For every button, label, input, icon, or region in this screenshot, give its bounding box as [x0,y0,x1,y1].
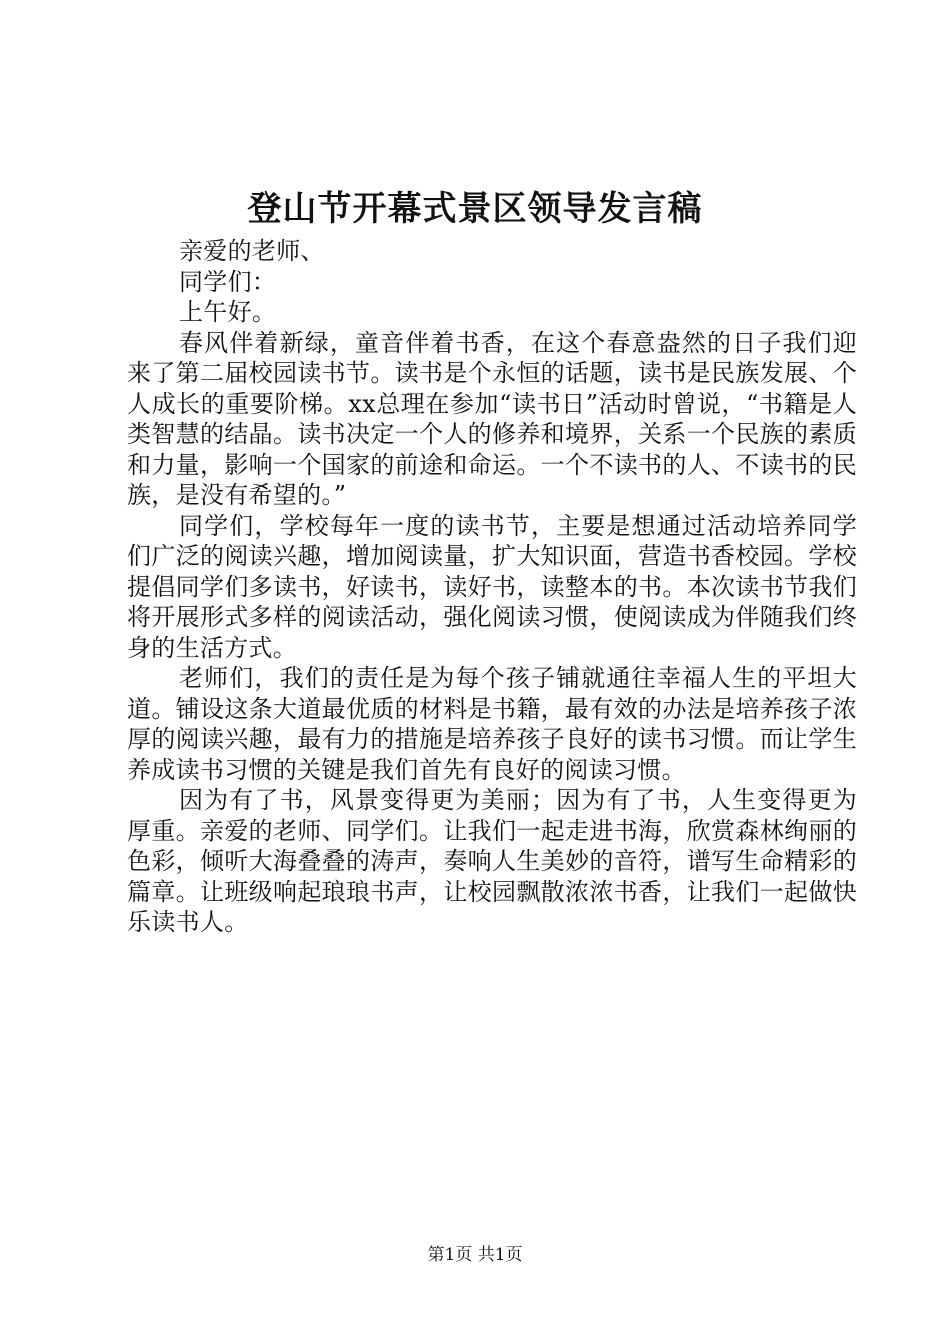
document-title: 登山节开幕式景区领导发言稿 [247,189,703,229]
salutation-line-1: 亲爱的老师、 [179,237,325,265]
greeting-line: 上午好。 [179,298,277,326]
body-paragraph-3: 老师们，我们的责任是为每个孩子铺就通往幸福人生的平坦大道。铺设这条大道最优质的材料是书籍，最有效的办法是培养孩子浓厚的阅读兴趣，最有力的措施是培养孩子良好的读书习惯。而让学生养成读书习惯的关键是我们首先有良好的阅读习惯。 [127,664,857,784]
salutation-line-2: 同学们： [179,267,277,296]
page-number-footer: 第1页 共1页 [427,1245,523,1265]
body-paragraph-2: 同学们，学校每年一度的读书节，主要是想通过活动培养同学们广泛的阅读兴趣，增加阅读量，扩大知识面，营造书香校园。学校提倡同学们多读书，好读书，读好书，读整本的书。本次读书节我们将开展形式多样的阅读活动，强化阅读习惯，使阅读成为伴随我们终身的生活方式。 [127,511,857,662]
body-paragraph-4: 因为有了书，风景变得更为美丽；因为有了书，人生变得更为厚重。亲爱的老师、同学们。让我们一起走进书海，欣赏森林绚丽的色彩，倾听大海叠叠的涛声，奏响人生美妙的音符，谱写生命精彩的篇章。让班级响起琅琅书声，让校园飘散浓浓书香，让我们一起做快乐读书人。 [127,786,857,936]
document-body [127,236,857,938]
body-paragraph-1: 春风伴着新绿，童音伴着书香，在这个春意盎然的日子我们迎来了第二届校园读书节。读书是个永恒的话题，读书是民族发展、个人成长的重要阶梯。xx总理在参加“读书日”活动时曾说，“书籍是人类智慧的结晶。读书决定一个人的修养和境界，关系一个民族的素质和力量，影响一个国家的前途和命运。一个不读书的人、不读书的民族，是没有希望的。” [127,328,857,509]
